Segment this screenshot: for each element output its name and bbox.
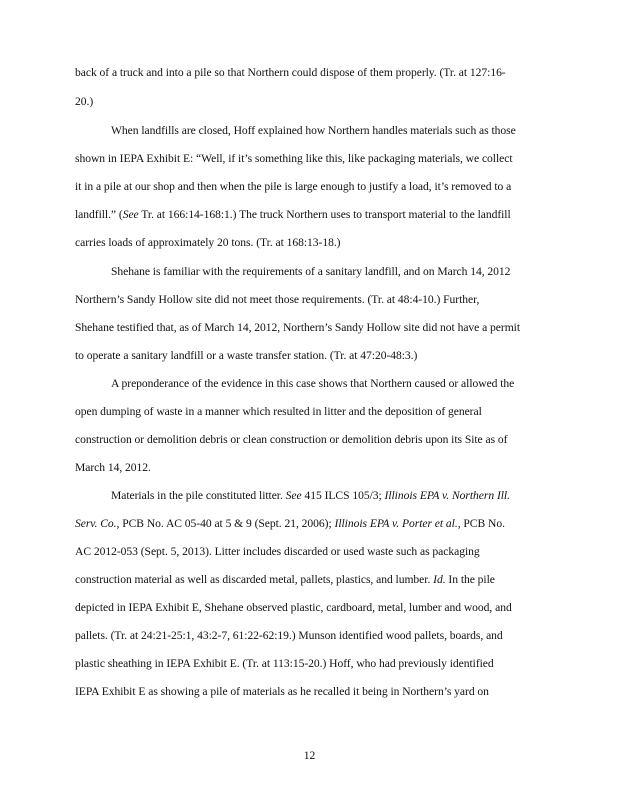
- text-line: construction or demolition debris or clean construction or demolition debris upon its Site as of: [75, 433, 508, 446]
- text-line: carries loads of approximately 20 tons. (Tr. at 168:13-18.): [75, 236, 341, 249]
- text-line: A preponderance of the evidence in this case shows that Northern caused or allowed the: [111, 377, 515, 390]
- text-line: 20.): [75, 95, 94, 108]
- text-line: Serv. Co., PCB No. AC 05-40 at 5 & 9 (Sept. 21, 2006); Illinois EPA v. Porter et al., PCB No.: [75, 517, 505, 530]
- text-line: plastic sheathing in IEPA Exhibit E. (Tr. at 113:15-20.) Hoff, who had previously identified: [75, 657, 494, 670]
- text-line: March 14, 2012.: [75, 461, 151, 474]
- text-line: When landfills are closed, Hoff explained how Northern handles materials such as those: [111, 124, 516, 137]
- text-line: depicted in IEPA Exhibit E, Shehane observed plastic, cardboard, metal, lumber and wood, and: [75, 601, 512, 614]
- text-line: construction material as well as discarded metal, pallets, plastics, and lumber. Id. In the pile: [75, 573, 495, 586]
- text-line: Materials in the pile constituted litter. See 415 ILCS 105/3; Illinois EPA v. Northern Ill.: [111, 489, 510, 502]
- text-line: it in a pile at our shop and then when the pile is large enough to justify a load, it’s removed to a: [75, 180, 512, 193]
- text-line: to operate a sanitary landfill or a waste transfer station. (Tr. at 47:20-48:3.): [75, 349, 418, 362]
- text-line: landfill.” (See Tr. at 166:14-168:1.) The truck Northern uses to transport material to the landfill: [75, 208, 511, 221]
- text-line: Northern’s Sandy Hollow site did not meet those requirements. (Tr. at 48:4-10.) Further,: [75, 293, 480, 306]
- text-line: open dumping of waste in a manner which resulted in litter and the deposition of general: [75, 405, 482, 418]
- text-line: shown in IEPA Exhibit E: “Well, if it’s something like this, like packaging materials, we collect: [75, 152, 513, 165]
- text-line: IEPA Exhibit E as showing a pile of materials as he recalled it being in Northern’s yard on: [75, 685, 489, 698]
- text-line: pallets. (Tr. at 24:21-25:1, 43:2-7, 61:22-62:19.) Munson identified wood pallets, boards, and: [75, 629, 503, 642]
- text-line: AC 2012-053 (Sept. 5, 2013). Litter includes discarded or used waste such as packaging: [75, 545, 480, 558]
- text-line: Shehane testified that, as of March 14, 2012, Northern’s Sandy Hollow site did not have a permit: [75, 321, 521, 334]
- page-number: 12: [303, 749, 316, 762]
- text-line: back of a truck and into a pile so that Northern could dispose of them properly. (Tr. at 127:16-: [75, 66, 506, 79]
- text-line: Shehane is familiar with the requirements of a sanitary landfill, and on March 14, 2012: [111, 265, 511, 278]
